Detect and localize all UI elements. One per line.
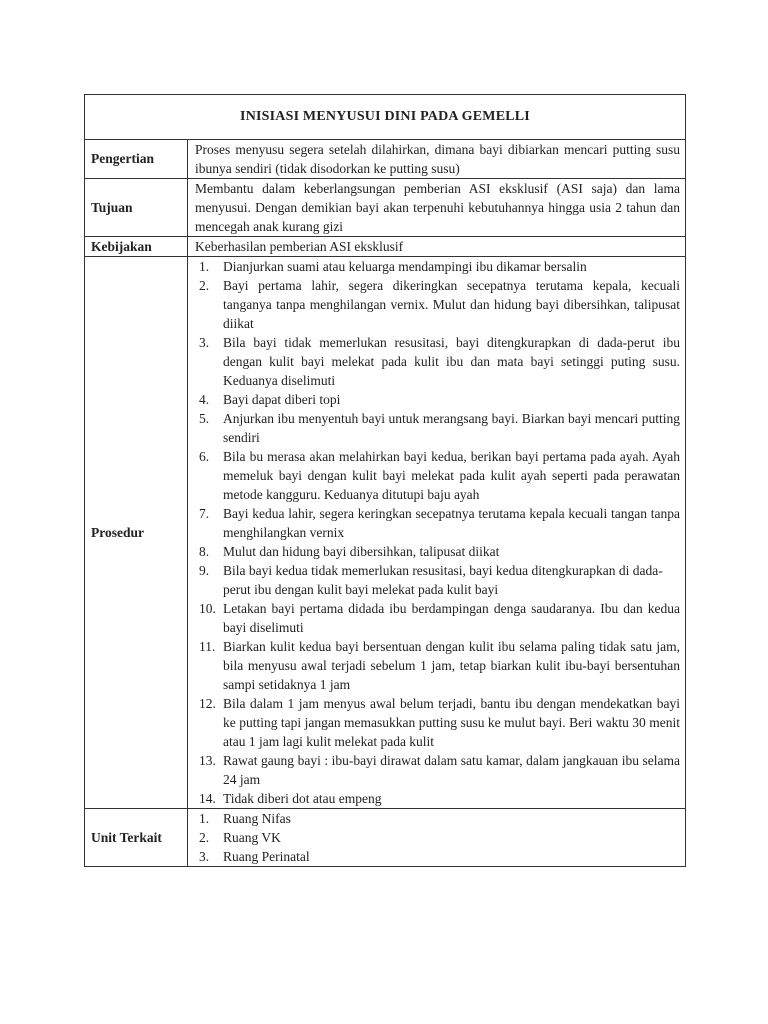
item-number: 13.	[199, 753, 216, 768]
unit-terkait-label: Unit Terkait	[85, 809, 188, 867]
item-text: Bila bu merasa akan melahirkan bayi kedua, berikan bayi pertama pada ayah. Ayah memeluk bayi dengan kulit bayi melekat pada kulit ayah seperti pada perawatan metode kangguru. Keduanya ditutupi baju ayah	[223, 449, 680, 502]
sop-table	[84, 94, 686, 867]
title-row	[85, 95, 686, 140]
item-text: Ruang Nifas	[223, 811, 291, 826]
list-item	[195, 257, 680, 276]
item-number: 8.	[199, 544, 210, 559]
item-text: Bila bayi tidak memerlukan resusitasi, bayi ditengkurapkan di dada-perut ibu dengan kulit bayi melekat pada kulit ibu dan mata bayi setinggi puting susu. Keduanya diselimuti	[223, 335, 680, 388]
item-number: 7.	[199, 506, 210, 521]
item-number: 3.	[199, 849, 210, 864]
item-text: Rawat gaung bayi : ibu-bayi dirawat dalam satu kamar, dalam jangkauan ibu selama 24 jam	[223, 753, 680, 787]
tujuan-row	[85, 179, 686, 237]
list-item	[195, 694, 680, 751]
item-number: 12.	[199, 696, 216, 711]
kebijakan-row	[85, 237, 686, 257]
list-item	[195, 789, 680, 808]
unit-terkait-list	[195, 809, 680, 866]
item-text: Bayi pertama lahir, segera dikeringkan secepatnya terutama kepala, kecuali tanganya tanpa menghilangan vernix. Mulut dan hidung bayi dibersihkan, talipusat diikat	[223, 278, 680, 331]
list-item	[195, 542, 680, 561]
item-text: Bila dalam 1 jam menyus awal belum terjadi, bantu ibu dengan mendekatkan bayi ke putting tapi jangan memasukkan putting susu ke mulut bayi. Beri waktu 30 menit atau 1 jam lagi kulit melekat pada kulit	[223, 696, 680, 749]
list-item	[195, 809, 680, 828]
prosedur-list	[195, 257, 680, 808]
item-text: Bayi kedua lahir, segera keringkan secepatnya terutama kepala kecuali tangan tanpa menghilangkan vernix	[223, 506, 680, 540]
list-item	[195, 504, 680, 542]
item-text: Biarkan kulit kedua bayi bersentuan dengan kulit ibu selama paling tidak satu jam, bila menyusu awal terjadi sebelum 1 jam, tetap biarkan kulit ibu-bayi bersentuhan sampi setidaknya 1 jam	[223, 639, 680, 692]
unit-terkait-content	[188, 809, 686, 867]
item-number: 2.	[199, 830, 210, 845]
list-item	[195, 333, 680, 390]
prosedur-content	[188, 257, 686, 809]
item-number: 1.	[199, 259, 210, 274]
list-item	[195, 828, 680, 847]
item-number: 11.	[199, 639, 216, 654]
list-item	[195, 276, 680, 333]
item-text: Tidak diberi dot atau empeng	[223, 791, 382, 806]
document-title: INISIASI MENYUSUI DINI PADA GEMELLI	[85, 95, 686, 140]
item-number: 4.	[199, 392, 210, 407]
list-item	[195, 751, 680, 789]
item-text: Bila bayi kedua tidak memerlukan resusitasi, bayi kedua ditengkurapkan di dada-perut ibu dengan kulit bayi melekat pada kulit bayi	[223, 563, 663, 597]
item-text: Bayi dapat diberi topi	[223, 392, 341, 407]
kebijakan-text: Keberhasilan pemberian ASI eksklusif	[188, 237, 686, 257]
list-item	[195, 599, 680, 637]
item-number: 2.	[199, 278, 210, 293]
item-number: 5.	[199, 411, 210, 426]
pengertian-row	[85, 140, 686, 179]
tujuan-label: Tujuan	[85, 179, 188, 237]
item-number: 3.	[199, 335, 210, 350]
list-item	[195, 847, 680, 866]
item-number: 6.	[199, 449, 210, 464]
item-number: 10.	[199, 601, 216, 616]
pengertian-text: Proses menyusu segera setelah dilahirkan, dimana bayi dibiarkan mencari putting susu ibunya sendiri (tidak disodorkan ke putting susu)	[188, 140, 686, 179]
item-number: 9.	[199, 563, 210, 578]
prosedur-row	[85, 257, 686, 809]
item-text: Ruang Perinatal	[223, 849, 310, 864]
list-item	[195, 447, 680, 504]
kebijakan-label: Kebijakan	[85, 237, 188, 257]
list-item	[195, 409, 680, 447]
item-text: Ruang VK	[223, 830, 281, 845]
pengertian-label: Pengertian	[85, 140, 188, 179]
item-number: 14.	[199, 791, 216, 806]
item-number: 1.	[199, 811, 210, 826]
prosedur-label: Prosedur	[85, 257, 188, 809]
item-text: Anjurkan ibu menyentuh bayi untuk merangsang bayi. Biarkan bayi mencari putting sendiri	[223, 411, 680, 445]
item-text: Letakan bayi pertama didada ibu berdampingan denga saudaranya. Ibu dan kedua bayi diselimuti	[223, 601, 680, 635]
item-text: Mulut dan hidung bayi dibersihkan, talipusat diikat	[223, 544, 500, 559]
list-item	[195, 561, 680, 599]
unit-terkait-row	[85, 809, 686, 867]
list-item	[195, 390, 680, 409]
tujuan-text: Membantu dalam keberlangsungan pemberian ASI eksklusif (ASI saja) dan lama menyusui. Dengan demikian bayi akan terpenuhi kebutuhannya hingga usia 2 tahun dan mencegah anak kurang gizi	[188, 179, 686, 237]
list-item	[195, 637, 680, 694]
item-text: Dianjurkan suami atau keluarga mendampingi ibu dikamar bersalin	[223, 259, 587, 274]
